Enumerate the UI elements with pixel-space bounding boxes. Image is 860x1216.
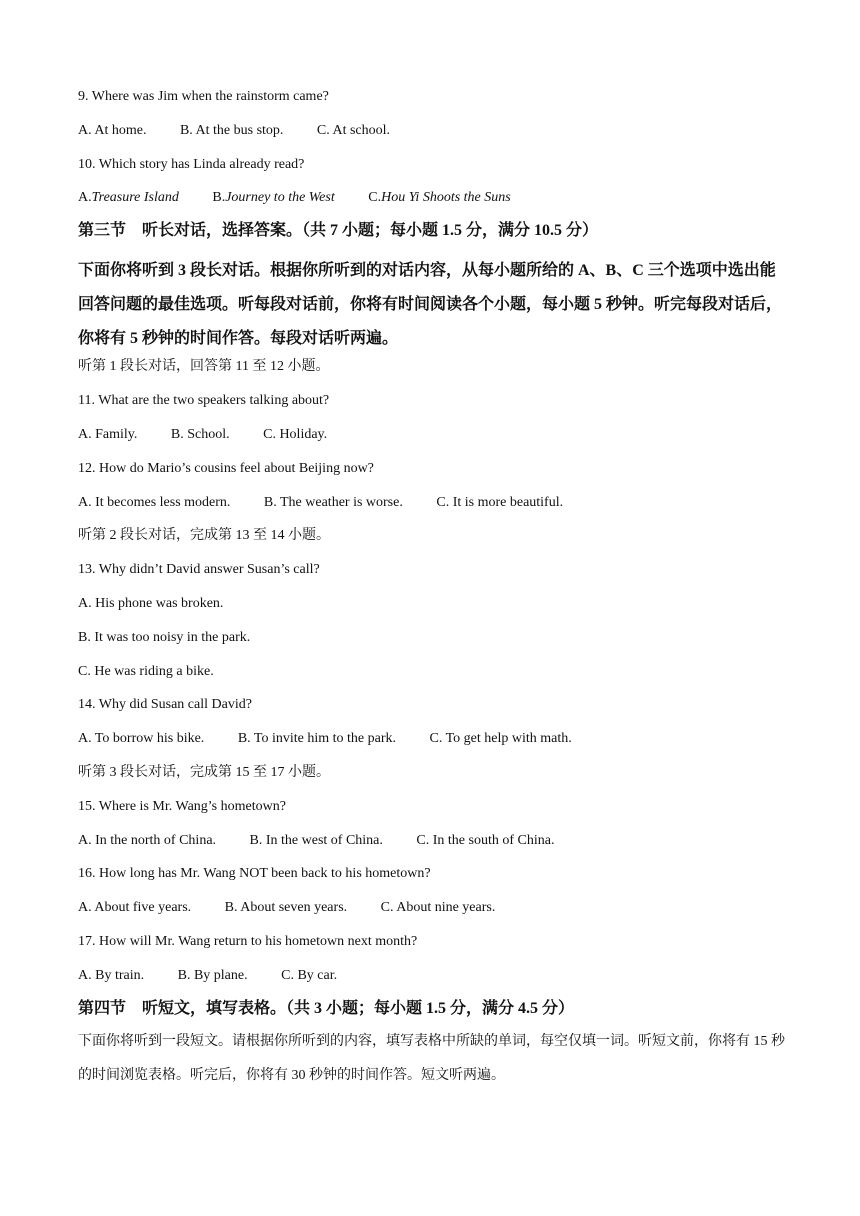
option-c: C. At school.: [316, 123, 391, 138]
question-13-option-c: C. He was riding a bike.: [78, 664, 214, 679]
option-b: B. At the bus stop.: [179, 123, 284, 138]
question-13-option-a: A. His phone was broken.: [78, 596, 224, 611]
option-b: B. The weather is worse.: [263, 495, 403, 510]
question-15-stem: 15. Where is Mr. Wang’s hometown?: [78, 799, 286, 814]
option-c: C. In the south of China.: [416, 833, 555, 848]
question-11-stem: 11. What are the two speakers talking about?: [78, 393, 330, 408]
question-16-options: [78, 899, 495, 917]
option-letter: A.: [78, 190, 92, 205]
dialogue-2-instruction: 听第 2 段长对话，完成第 13 至 14 小题。: [78, 528, 330, 543]
option-a: A. Family.: [78, 427, 138, 442]
section-4-heading: 第四节 听短文，填写表格。（共 3 小题；每小题 1.5 分，满分 4.5 分）: [78, 1000, 575, 1017]
option-b: B. School.: [170, 427, 230, 442]
option-a: A. To borrow his bike.: [78, 731, 205, 746]
option-c: C. About nine years.: [380, 900, 496, 915]
option-a: [78, 189, 179, 207]
book-title: Journey to the West: [225, 190, 335, 205]
question-17-stem: 17. How will Mr. Wang return to his hometown next month?: [78, 934, 418, 949]
book-title: Treasure Island: [91, 190, 179, 205]
book-title: Hou Yi Shoots the Suns: [381, 190, 511, 205]
dialogue-1-instruction: 听第 1 段长对话，回答第 11 至 12 小题。: [78, 359, 330, 374]
question-12-options: [78, 494, 563, 512]
option-c: C. It is more beautiful.: [436, 495, 564, 510]
option-c: [368, 189, 510, 207]
question-9-options: [78, 122, 390, 140]
question-14-stem: 14. Why did Susan call David?: [78, 697, 252, 712]
question-13-option-b: B. It was too noisy in the park.: [78, 630, 251, 645]
option-letter: B.: [212, 190, 226, 205]
option-c: C. By car.: [281, 968, 338, 983]
option-a: A. About five years.: [78, 900, 192, 915]
question-17-options: [78, 967, 337, 985]
section-4-instruction: 下面你将听到一段短文。请根据你所听到的内容，填写表格中所缺的单词，每空仅填一词。听短文前，你将有 15 秒的时间浏览表格。听完后，你将有 30 秒钟的时间作答。短文听两遍。: [78, 1034, 785, 1083]
option-b: B. By plane.: [177, 968, 248, 983]
option-b: B. To invite him to the park.: [237, 731, 397, 746]
dialogue-3-instruction: 听第 3 段长对话，完成第 15 至 17 小题。: [78, 765, 330, 780]
option-a: A. In the north of China.: [78, 833, 217, 848]
question-11-options: [78, 426, 327, 444]
question-13-stem: 13. Why didn’t David answer Susan’s call?: [78, 562, 320, 577]
option-b: B. In the west of China.: [249, 833, 383, 848]
option-b: [212, 189, 334, 207]
question-10-stem: 10. Which story has Linda already read?: [78, 157, 305, 172]
option-letter: C.: [368, 190, 382, 205]
question-12-stem: 12. How do Mario’s cousins feel about Beijing now?: [78, 461, 374, 476]
question-9-stem: 9. Where was Jim when the rainstorm came?: [78, 89, 329, 104]
option-a: A. At home.: [78, 123, 147, 138]
option-a: A. By train.: [78, 968, 145, 983]
question-10-options: [78, 189, 511, 207]
section-3-instruction: 下面你将听到 3 段长对话。根据你所听到的对话内容，从每小题所给的 A、B、C 三个选项中选出能回答问题的最佳选项。听每段对话前，你将有时间阅读各个小题，每小题 5 秒钟。听完每段对话后，你将有 5 秒钟的时间作答。每段对话听两遍。: [78, 262, 783, 347]
option-a: A. It becomes less modern.: [78, 495, 231, 510]
question-14-options: [78, 730, 572, 748]
option-c: C. Holiday.: [263, 427, 328, 442]
section-3-heading: 第三节 听长对话，选择答案。（共 7 小题；每小题 1.5 分，满分 10.5 分）: [78, 222, 599, 239]
question-15-options: [78, 832, 554, 850]
option-c: C. To get help with math.: [429, 731, 572, 746]
question-16-stem: 16. How long has Mr. Wang NOT been back to his hometown?: [78, 866, 431, 881]
option-b: B. About seven years.: [224, 900, 348, 915]
